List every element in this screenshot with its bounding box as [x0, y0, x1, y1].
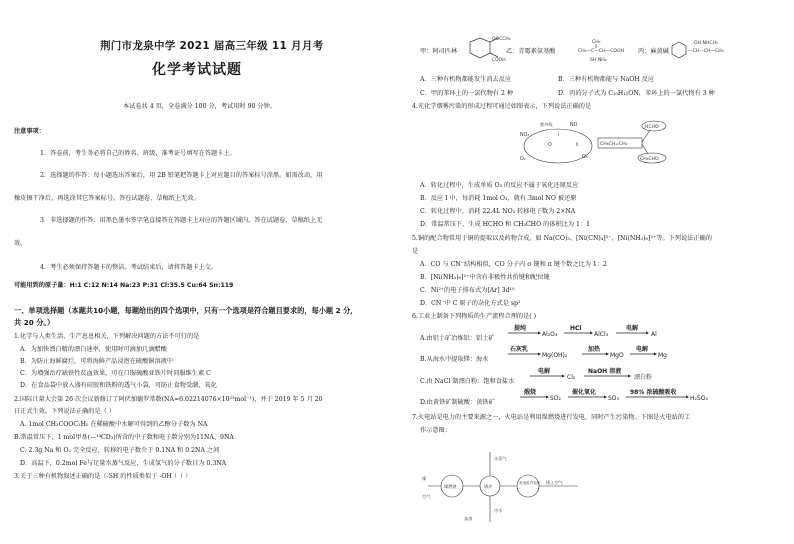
q6c-cl2: Cl₂ — [567, 374, 576, 381]
struct-label-jia: 甲：阿司匹林 — [420, 48, 458, 55]
struct-label-bing: 丙：麻黄碱 — [638, 48, 669, 55]
exam-info: 本试卷共 4 页，全卷满分 100 分，考试用时 90 分钟。 — [123, 103, 276, 110]
svg-text:OOCCH₃: OOCCH₃ — [492, 37, 511, 42]
q6b-step2: 加热 — [588, 346, 601, 353]
q6c-step2: NaOH 溶液 — [588, 368, 622, 375]
q2-option-a: A. 1mol CH₃COOC₂H₅ 在稀硫酸中水解可得到的乙醇分子数为 NA — [20, 421, 208, 428]
q6c-bleach: 漂白粉 — [634, 374, 653, 381]
smog-no2: NO₂ — [520, 133, 530, 138]
power-plant-diagram — [418, 440, 598, 540]
q3-stem: 3.关于三种有机物叙述正确的是（-SH 的性质类似于 -OH ）（ ） — [14, 473, 192, 480]
note-1: 1．答卷前，考生务必将自己的姓名、班级、准考证号填写在答题卡上。 — [40, 150, 236, 157]
pp-generator: 发电机汽轮机 — [519, 481, 541, 485]
note-3b: 效。 — [14, 240, 27, 247]
q4-option-d: D．常温常压下，生成 HCHO 和 CH₃CHO 的体积比为 1：1 — [420, 221, 591, 228]
q6d-step2: 催化氧化 — [572, 389, 597, 396]
q1-option-d: D．在食品袋中放入盛有硅胶和铁粉的透气小袋，可防止食物受潮、氧化 — [20, 382, 217, 389]
ephedrine-structure — [668, 36, 738, 66]
q6a-al: Al — [651, 331, 657, 338]
svg-text:CH₃: CH₃ — [592, 40, 601, 45]
q1-option-b: B．为防止海鲜腐烂，可将海鲜产品浸泡在硫酸铜溶液中 — [20, 358, 174, 365]
q6-option-c: C.由 NaCl 制漂白粉：饱和食盐水 — [420, 378, 515, 385]
q5-option-d: D．CN⁻中 C 原子的杂化方式是 sp² — [420, 300, 521, 307]
q6a-step2: HCl — [570, 325, 582, 332]
svg-text:COOH: COOH — [492, 58, 506, 63]
note-4: 4．考生必须保持答题卡的整洁。考试结束后，请将答题卡上交。 — [40, 264, 218, 271]
smog-diagram — [518, 116, 668, 174]
smog-propene: CH₃CH=CH₂ — [600, 142, 628, 147]
pp-exhaust: 排入空气 — [546, 480, 563, 485]
q6d-h2so4: H₂SO₄ — [690, 395, 708, 402]
q5-option-b: B．[Ni(NH₃)₆]²⁺中含有非极性共价键和配位键 — [420, 274, 550, 281]
q6b-flow — [506, 343, 676, 365]
q2-option-b: B.常温常压下，1 mol甲基(—¹⁴CD₃)所含的中子数和电子数分别为11NA、9NA — [14, 434, 234, 441]
q6a-al2o3: Al₂O₃ — [542, 331, 558, 338]
q6c-flow — [528, 365, 678, 387]
q6d-so3: SO₃ — [608, 395, 619, 402]
q6b-mg: Mg — [658, 352, 667, 359]
q4-option-a: A．转化过程中，生成单质 O₃ 的反应不属于氧化还原反应 — [420, 182, 579, 189]
svg-text:—CH—CH—CH₃: —CH—CH—CH₃ — [688, 49, 724, 54]
svg-text:OH NHCH₃: OH NHCH₃ — [694, 41, 718, 46]
q6b-step1: 石灰乳 — [510, 346, 529, 353]
q4-stem: 4.光化学烟雾污染的形成过程可通过如图表示，下列说法正确的是 — [412, 103, 592, 110]
q6a-step1: 提纯 — [514, 325, 527, 332]
q4-option-b: B．反应 I 中，每消耗 1mol O₃，就有 3mol NO 被还原 — [420, 195, 577, 202]
aspirin-structure — [462, 36, 511, 63]
pp-steam: 水蒸气 — [494, 456, 507, 461]
q5-stem-a: 5.铜的配合物常用于铜的提取以及药物合成，如 Na(CO)₃、[Ni(CN)₄]²⁻、[Ni(NH₃)₆]²⁺等。下列说法正确的 — [412, 235, 712, 242]
note-2b: 橡皮擦干净后，再选涂其它答案标号。答在试题卷、草稿纸上无效。 — [14, 195, 200, 202]
section1-heading-b: 共 20 分。） — [14, 318, 55, 327]
exam-title: 荆门市龙泉中学 2021 届高三年级 11 月月考 — [100, 40, 324, 52]
q4-option-c: C．转化过程中，消耗 22.4L NO₂ 转移电子数为 2×NA — [420, 208, 576, 215]
q6-option-d: D.由黄铁矿制硫酸：黄铁矿 — [420, 399, 495, 406]
smog-reaction-i: I — [558, 132, 560, 137]
q6a-alcl3: AlCl₃ — [594, 331, 609, 338]
q6-option-a: A.由铝土矿冶炼铝：铝土矿 — [420, 335, 495, 342]
q6d-step3: 98% 浓硫酸吸收 — [630, 389, 677, 396]
pp-ash: 灰渣 — [464, 516, 473, 521]
q2-option-c: C. 2.3g Na 和 O₂ 完全反应，转移的电子数介于 0.1NA 和 0.2NA 之间 — [20, 447, 220, 454]
struct-label-yi: 乙：青霉素氨基酸 — [506, 48, 556, 55]
section1-heading-a: 一、单项选择题（本题共10小题，每题给出的四个选项中，只有一个选项是符合题目要求的，每小题 2 分， — [14, 306, 358, 315]
pp-air: 空气 — [422, 494, 431, 499]
q6-stem: 6.工业上制备下列物质的生产流程合理的是( ) — [412, 313, 537, 320]
right-column — [398, 0, 788, 544]
q3-option-d: D．丙的分子式为 C₁₀H₁₅ON，苯环上的一氯代物有 3 种 — [558, 90, 715, 97]
q1-stem: 1.化学与人类生活、生产息息相关，下列解决问题的方法不可行的是 — [14, 333, 200, 340]
q6d-so2: SO₂ — [550, 395, 561, 402]
smog-hcho: HCHO — [645, 125, 659, 130]
q7-stem-b: 作示意图： — [420, 427, 451, 434]
pp-burning: 煤燃烧 — [444, 484, 457, 489]
q1-option-c: C．为增强治疗缺铁性贫血效果，可在口服硫酸亚铁片时同服维生素 C — [20, 370, 211, 377]
note-2a: 2．选择题的作答：每小题选出答案后，用 2B 铅笔把答题卡上对应题目的答案标号涂黑。如需改动，用 — [40, 172, 323, 179]
left-column — [0, 0, 390, 544]
q1-option-a: A．为加快漂白精的漂白速率，使用时可滴加几滴醋酸 — [20, 346, 167, 353]
q6a-flow — [506, 322, 676, 344]
q6b-mgoh2: Mg(OH)₂ — [542, 352, 568, 359]
q6b-step3: 电解 — [636, 346, 649, 353]
smog-no: NO — [570, 123, 578, 128]
q2-stem-b: 日正式生效。下列说法正确的是（ ） — [14, 408, 115, 415]
q6c-step1: 电解 — [538, 368, 551, 375]
q7-stem-a: 7.火电站是电力的主要来源之一，火电站是利用煤燃烧进行发电，同时产生污染物。下图是火电站的工 — [412, 414, 691, 421]
pp-boiler: 锅炉 — [484, 484, 493, 489]
q2-option-d: D．高温下，0.2mol Fe与足量水蒸气反应，生成氢气的分子数目为 0.3NA — [20, 460, 227, 467]
q3-option-c: C．甲的苯环上的一氯代物有 2 种 — [420, 90, 514, 97]
smog-o3: O₃ — [582, 155, 588, 160]
exam-subtitle: 化学考试试题 — [152, 62, 242, 78]
q5-option-a: A．CO 与 CN⁻结构相似，CO 分子内 σ 键和 π 键个数之比为 1：2 — [420, 261, 607, 268]
smog-ch3cho: CH₃CHO — [640, 157, 659, 162]
smog-uv: 紫外线 — [540, 122, 553, 127]
pp-cold-water: 冷水 — [494, 508, 503, 513]
notes-heading: 注意事项： — [14, 128, 45, 135]
note-3a: 3．非选择题的作答：用黑色墨水签字笔直接答在答题卡上对应的答题区域内。答在试题卷、草稿纸上无 — [40, 217, 323, 224]
svg-text:CH₃—C—CH—COOH: CH₃—C—CH—COOH — [578, 49, 625, 54]
atomic-masses: 可能用到的原子量：H:1 C:12 N:14 Na:23 P:31 Cl:35.5 Cu:64 Sn:119 — [14, 282, 234, 289]
smog-o2: O₂ — [520, 157, 526, 162]
q3-option-b: B．三种有机物都能与 NaOH 反应 — [558, 76, 655, 83]
q2-stem-a: 2.国际计量大会第 26 次会议新修订了阿伏加德罗常数(NA=6.02214076×10²³mol⁻¹)，并于 2019 年 5 月 20 — [14, 396, 323, 403]
q6d-flow — [518, 386, 718, 408]
q6b-mgo: MgO — [610, 352, 624, 359]
q3-option-a: A．三种有机物都能发生消去反应 — [420, 76, 512, 83]
smog-reaction-ii: II — [576, 142, 579, 147]
q5-option-c: C．Ni²⁺的电子排布式为[Ar] 3d¹⁰ — [420, 287, 515, 294]
svg-text:SH NH₂: SH NH₂ — [590, 58, 607, 63]
penicillamine-structure — [578, 36, 638, 70]
pp-coal: 煤 — [422, 476, 427, 481]
q6-option-b: B.从海水中提取镁：海水 — [420, 356, 489, 363]
smog-o: O — [548, 143, 552, 148]
q5-stem-b: 是 — [412, 248, 419, 255]
q6a-step3: 电解 — [626, 325, 639, 332]
q6d-step1: 煅烧 — [524, 389, 537, 396]
